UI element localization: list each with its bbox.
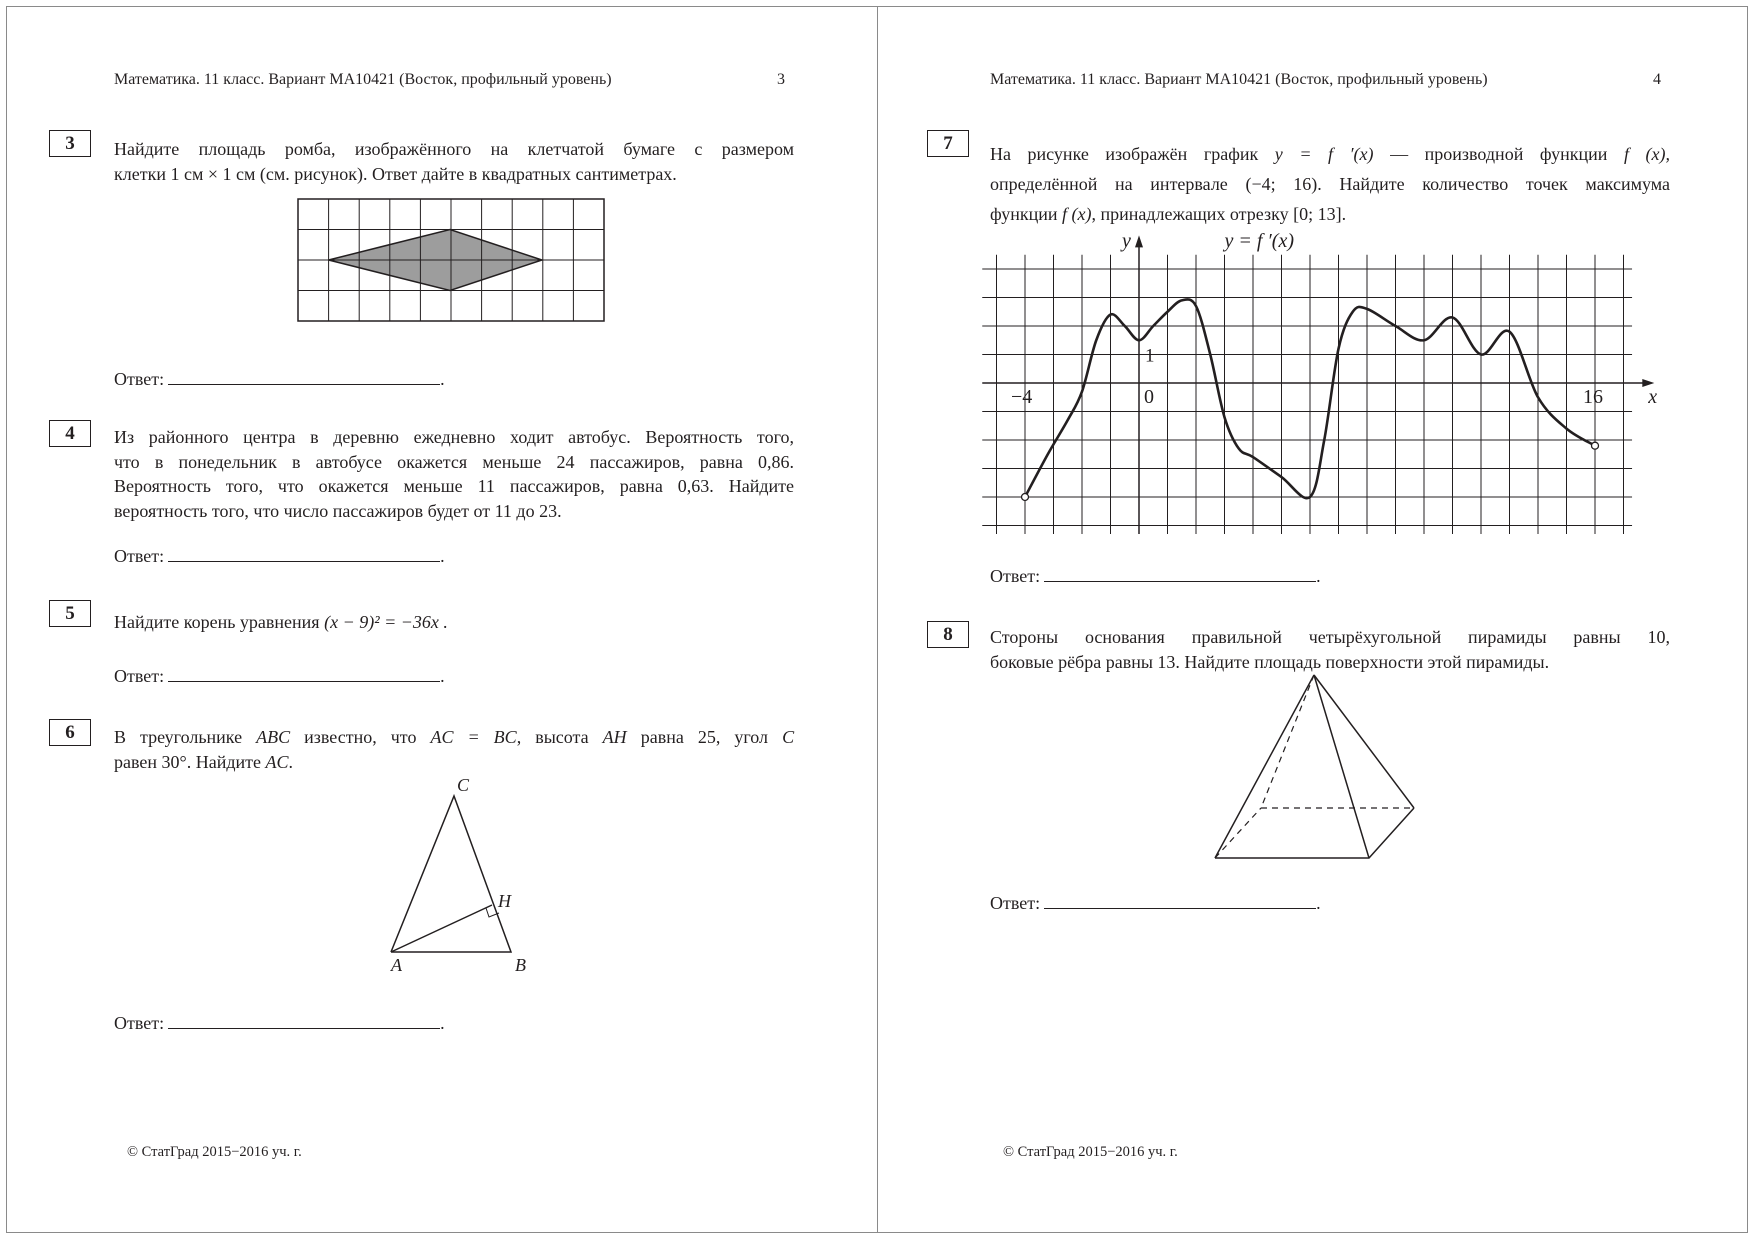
task-5-prefix: Найдите корень уравнения xyxy=(114,612,320,632)
task-8-line-1: Стороны основания правильной четырёхугольной пирамиды равны 10, xyxy=(990,627,1670,647)
task-4-text xyxy=(114,425,794,523)
task-4-line-3: Вероятность того, что окажется меньше 11 пассажиров, равна 0,63. Найдите xyxy=(114,476,794,496)
t6-angle-c: C xyxy=(782,727,795,747)
triangle-figure xyxy=(377,777,547,977)
task-8-line-2: боковые рёбра равны 13. Найдите площадь поверхности этой пирамиды. xyxy=(990,651,1550,672)
t7-g: . xyxy=(1341,204,1347,224)
answer-label: Ответ: xyxy=(990,566,1041,586)
t6-abc: ABC xyxy=(256,727,291,747)
answer-dot: . xyxy=(440,1013,445,1033)
page-number: 3 xyxy=(777,71,785,88)
triangle-abc xyxy=(391,796,511,952)
t7-segment: [0; 13] xyxy=(1293,204,1342,224)
t6-c: , высота xyxy=(516,727,589,747)
task-number-7: 7 xyxy=(927,130,969,157)
task-5-text xyxy=(114,610,794,635)
page-left xyxy=(6,6,879,1233)
answer-line[interactable] xyxy=(168,1012,440,1029)
chart-tick-label-minus4: −4 xyxy=(1011,386,1033,408)
answer-5 xyxy=(114,665,445,687)
task-number-6: 6 xyxy=(49,719,91,746)
label-c: C xyxy=(457,777,470,795)
answer-dot: . xyxy=(440,666,445,686)
t7-a: На рисунке изображён график xyxy=(990,144,1259,164)
t6-ah: AH xyxy=(602,727,627,747)
pyramid-base-front xyxy=(1215,808,1414,858)
answer-6 xyxy=(114,1012,445,1034)
task-number-4: 4 xyxy=(49,420,91,447)
t7-f1: y = f ′(x) xyxy=(1274,144,1374,164)
answer-4 xyxy=(114,545,445,567)
task-3-text xyxy=(114,137,794,186)
t6-a: В треугольнике xyxy=(114,727,243,747)
rhombus-figure xyxy=(297,198,607,324)
copyright: © СтатГрад 2015−2016 уч. г. xyxy=(127,1144,302,1160)
chart-title: y = f ′(x) xyxy=(1224,230,1295,253)
chart-x-label: x xyxy=(1648,386,1658,408)
task-4-line-4: вероятность того, что число пассажиров будет от 11 до 23. xyxy=(114,500,562,521)
task-4-line-1: Из районного центра в деревню ежедневно ходит автобус. Вероятность того, xyxy=(114,427,794,447)
chart-y-label: y xyxy=(1122,230,1131,253)
derivative-chart xyxy=(978,227,1678,547)
answer-label: Ответ: xyxy=(990,893,1041,913)
chart-open-endpoint xyxy=(1022,494,1029,501)
answer-dot: . xyxy=(1316,893,1321,913)
task-7-line-1 xyxy=(990,139,1670,169)
task-3-line-2: клетки 1 см × 1 см (см. рисунок). Ответ дайте в квадратных сантиметрах. xyxy=(114,163,677,184)
t6-ac: AC xyxy=(265,751,289,772)
task-5-equation: (x − 9)² = −36x . xyxy=(324,612,448,632)
task-7-text xyxy=(990,139,1670,229)
t6-line2: равен 30°. Найдите xyxy=(114,751,261,772)
answer-line[interactable] xyxy=(1044,892,1316,909)
answer-8 xyxy=(990,892,1321,914)
label-b: B xyxy=(515,955,526,975)
answer-dot: . xyxy=(440,369,445,389)
answer-dot: . xyxy=(1316,566,1321,586)
task-number-5: 5 xyxy=(49,600,91,627)
answer-3 xyxy=(114,368,445,390)
answer-dot: . xyxy=(440,546,445,566)
t7-f3: f (x) xyxy=(1062,204,1092,224)
pyramid-hidden-edges xyxy=(1215,675,1414,858)
t7-f2: f (x), xyxy=(1623,144,1670,164)
task-6-line-2 xyxy=(114,750,794,775)
chart-tick-label-y1: 1 xyxy=(1145,345,1155,367)
answer-line[interactable] xyxy=(168,665,440,682)
t7-e: функции xyxy=(990,204,1058,224)
page-right xyxy=(877,6,1748,1233)
answer-label: Ответ: xyxy=(114,1013,165,1033)
t7-d: . Найдите количество точек максимума xyxy=(1317,174,1671,194)
t7-c: определённой на интервале xyxy=(990,174,1228,194)
task-7-line-3 xyxy=(990,199,1670,229)
t6-b: известно, что xyxy=(304,727,417,747)
label-h: H xyxy=(498,891,511,911)
answer-label: Ответ: xyxy=(114,666,165,686)
t6-end: . xyxy=(288,751,293,772)
task-number-8: 8 xyxy=(927,621,969,648)
answer-label: Ответ: xyxy=(114,546,165,566)
answer-7 xyxy=(990,565,1321,587)
t7-f: , принадлежащих отрезку xyxy=(1091,204,1289,224)
t7-b: — производной функции xyxy=(1390,144,1608,164)
page-header: Математика. 11 класс. Вариант МА10421 (Восток, профильный уровень) xyxy=(990,71,1488,88)
chart-open-endpoint xyxy=(1592,442,1599,449)
chart-tick-label-0: 0 xyxy=(1144,386,1154,408)
chart-y-arrow xyxy=(1135,235,1143,247)
t7-interval: (−4; 16) xyxy=(1245,174,1318,194)
page-number: 4 xyxy=(1653,71,1661,88)
task-4-line-2: что в понедельник в автобусе окажется меньше 24 пассажиров, равна 0,86. xyxy=(114,451,794,472)
label-a: A xyxy=(391,955,402,975)
task-3-line-1: Найдите площадь ромба, изображённого на клетчатой бумаге с размером xyxy=(114,139,794,159)
answer-line[interactable] xyxy=(168,368,440,385)
task-6-line-1 xyxy=(114,725,794,750)
page-header: Математика. 11 класс. Вариант МА10421 (Восток, профильный уровень) xyxy=(114,71,612,88)
task-number-3: 3 xyxy=(49,130,91,157)
answer-line[interactable] xyxy=(168,545,440,562)
answer-label: Ответ: xyxy=(114,369,165,389)
chart-tick-label-16: 16 xyxy=(1583,386,1603,408)
pyramid-figure xyxy=(1208,667,1438,867)
task-6-text xyxy=(114,725,794,774)
height-ah xyxy=(391,905,492,952)
copyright: © СтатГрад 2015−2016 уч. г. xyxy=(1003,1144,1178,1160)
task-7-line-2 xyxy=(990,169,1670,199)
t6-eq: AC = BC xyxy=(430,727,517,747)
t6-d: равна 25, угол xyxy=(640,727,769,747)
answer-line[interactable] xyxy=(1044,565,1316,582)
